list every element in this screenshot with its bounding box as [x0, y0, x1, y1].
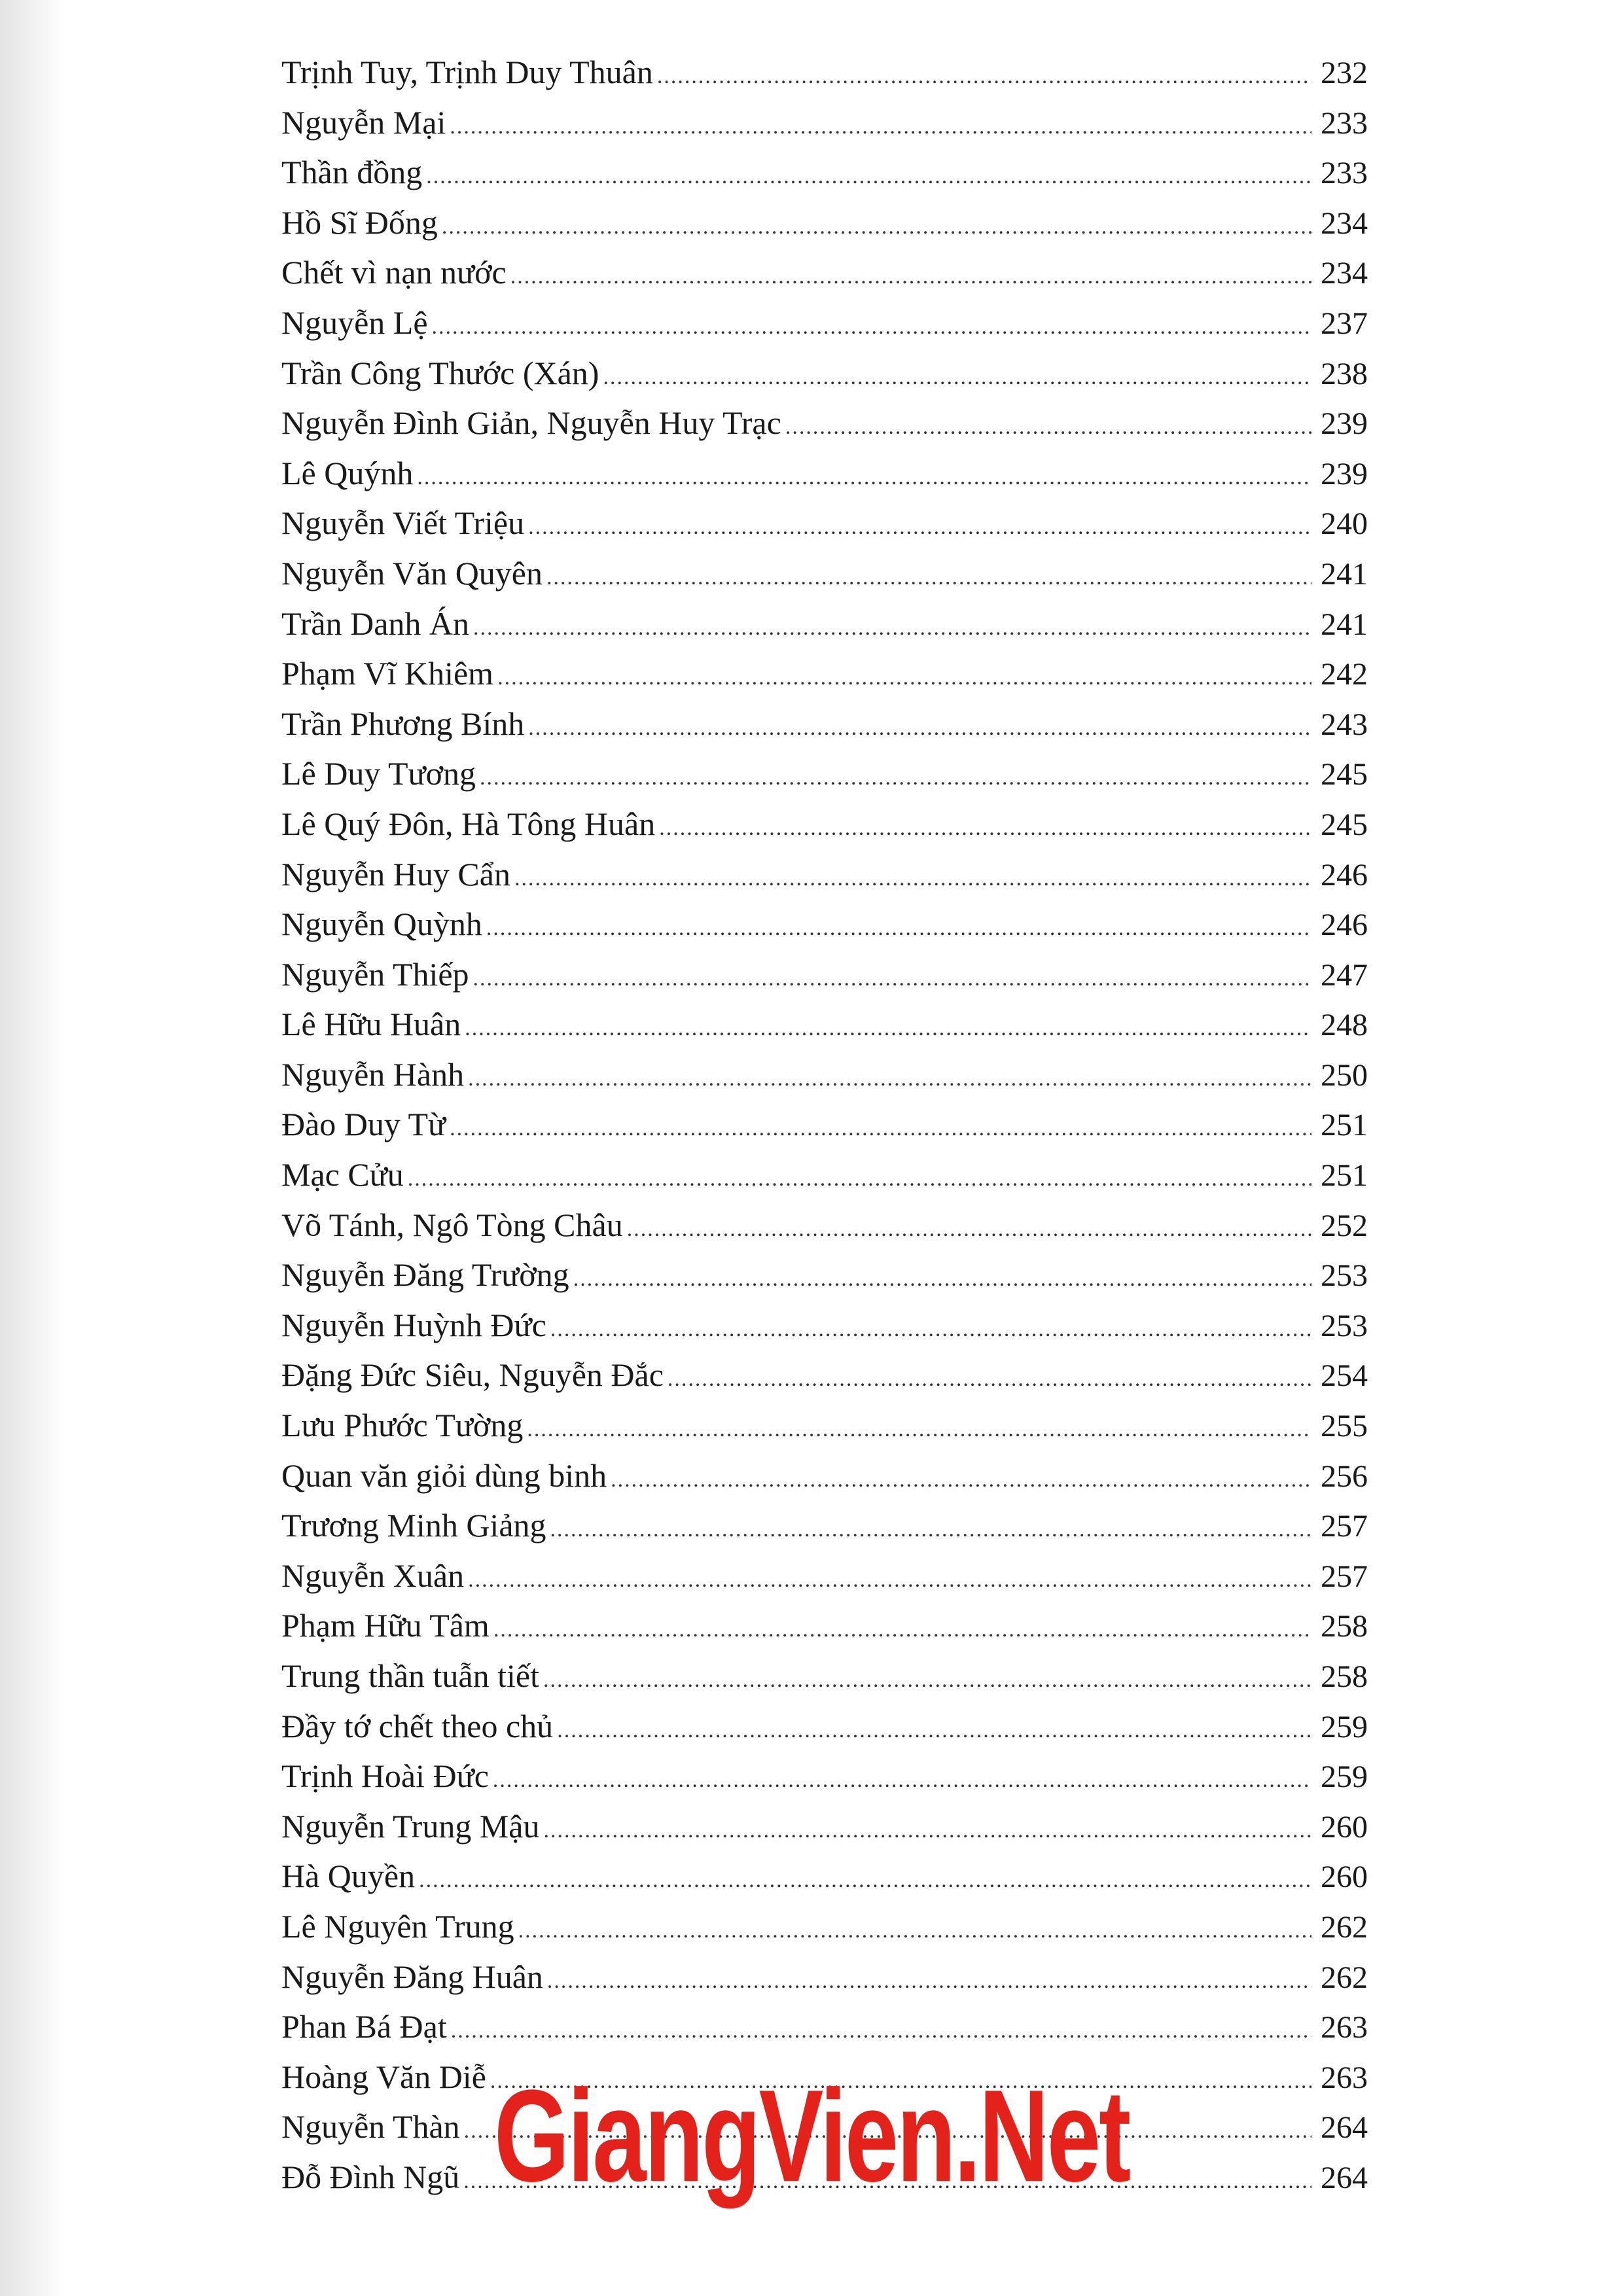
toc-entry-title: Nguyễn Quỳnh	[281, 906, 482, 943]
toc-entry	[281, 348, 1368, 398]
dot-leader	[550, 1305, 1311, 1355]
toc-entry-page-number: 262	[1321, 1909, 1368, 1945]
toc-entry	[281, 1451, 1368, 1501]
toc-entry-title: Lưu Phước Tường	[281, 1407, 524, 1444]
dot-leader	[611, 1455, 1311, 1506]
toc-entry-title: Trần Phương Bính	[281, 705, 525, 742]
dot-leader	[473, 954, 1311, 1004]
dot-leader	[419, 1856, 1311, 1906]
toc-entry-page-number: 253	[1321, 1308, 1368, 1343]
dot-leader	[451, 2006, 1311, 2057]
dot-leader	[432, 302, 1311, 353]
toc-entry-title: Nguyễn Đăng Trường	[281, 1256, 569, 1294]
dot-leader	[785, 402, 1311, 453]
toc-entry	[281, 1751, 1368, 1801]
dot-leader	[417, 453, 1311, 503]
toc-entry-title: Đặng Đức Siêu, Nguyễn Đắc	[281, 1356, 664, 1394]
toc-entry-title: Thần đồng	[281, 154, 423, 191]
toc-entry-title: Lê Quý Đôn, Hà Tông Huân	[281, 805, 656, 842]
dot-leader	[547, 1956, 1311, 2007]
toc-entry-page-number: 259	[1321, 1709, 1368, 1744]
toc-entry-page-number: 234	[1321, 205, 1368, 241]
dot-leader	[468, 1054, 1311, 1104]
toc-entry-title: Trần Danh Án	[281, 605, 470, 642]
toc-entry-page-number: 247	[1321, 957, 1368, 993]
toc-entry-page-number: 233	[1321, 105, 1368, 141]
toc-entry	[281, 1500, 1368, 1551]
toc-entry-title: Phạm Vĩ Khiêm	[281, 655, 494, 692]
toc-entry-title: Nguyễn Thàn	[281, 2108, 460, 2146]
dot-leader	[668, 1354, 1311, 1405]
toc-entry	[281, 1651, 1368, 1701]
page-edge-shadow	[0, 0, 67, 2296]
toc-entry	[281, 1851, 1368, 1901]
toc-entry-page-number: 264	[1321, 2160, 1368, 2195]
toc-entry-page-number: 234	[1321, 256, 1368, 291]
toc-entry	[281, 1701, 1368, 1752]
toc-entry	[281, 1250, 1368, 1300]
toc-entry	[281, 247, 1368, 298]
dot-leader	[497, 653, 1311, 703]
toc-entry-page-number: 251	[1321, 1108, 1368, 1143]
dot-leader	[408, 1154, 1311, 1205]
toc-entry	[281, 699, 1368, 749]
toc-entry	[281, 1350, 1368, 1400]
dot-leader	[546, 553, 1311, 603]
toc-entry-title: Phan Bá Đạt	[281, 2008, 447, 2045]
dot-leader	[514, 854, 1311, 904]
toc-entry	[281, 1600, 1368, 1651]
dot-leader	[657, 52, 1311, 102]
toc-entry	[281, 749, 1368, 799]
toc-entry-title: Nguyễn Đăng Huân	[281, 1958, 543, 1995]
toc-entry	[281, 999, 1368, 1050]
toc-entry-title: Nguyễn Đình Giản, Nguyễn Huy Trạc	[281, 404, 781, 442]
toc-entry-page-number: 253	[1321, 1258, 1368, 1294]
dot-leader	[573, 1254, 1311, 1305]
toc-entry-title: Hoàng Văn Diễ	[281, 2058, 486, 2095]
toc-entry-title: Nguyễn Mại	[281, 103, 446, 141]
toc-entry-title: Hồ Sĩ Đống	[281, 203, 438, 241]
dot-leader	[550, 1505, 1311, 1555]
toc-entry	[281, 198, 1368, 248]
dot-leader	[557, 1706, 1311, 1756]
toc-entry-page-number: 242	[1321, 657, 1368, 692]
toc-entry-title: Chết vì nạn nước	[281, 254, 507, 291]
toc-entry	[281, 1901, 1368, 1952]
toc-entry-title: Nguyễn Lệ	[281, 304, 428, 341]
toc-entry	[281, 1400, 1368, 1451]
toc-entry-title: Lê Hữu Huân	[281, 1006, 461, 1043]
toc-entry-title: Trần Công Thước (Xán)	[281, 354, 599, 391]
dot-leader	[543, 1806, 1311, 1856]
toc-entry-title: Phạm Hữu Tâm	[281, 1607, 490, 1644]
toc-entry-page-number: 241	[1321, 556, 1368, 592]
toc-entry-title: Lê Duy Tương	[281, 755, 476, 792]
toc-entry-page-number: 257	[1321, 1509, 1368, 1544]
toc-entry-page-number: 243	[1321, 707, 1368, 742]
toc-entry	[281, 47, 1368, 97]
toc-entry-title: Đầy tớ chết theo chủ	[281, 1707, 554, 1744]
toc-entry-page-number: 255	[1321, 1409, 1368, 1444]
toc-entry-title: Mạc Cửu	[281, 1156, 404, 1193]
toc-entry-title: Nguyễn Trung Mậu	[281, 1807, 540, 1845]
toc-entry	[281, 1099, 1368, 1150]
toc-entry-title: Lê Quýnh	[281, 454, 414, 491]
toc-entry	[281, 97, 1368, 148]
dot-leader	[486, 904, 1311, 954]
toc-entry	[281, 1200, 1368, 1250]
toc-entry-title: Trung thần tuẫn tiết	[281, 1657, 539, 1694]
toc-entry-page-number: 241	[1321, 607, 1368, 642]
toc-entry-title: Quan văn giỏi dùng binh	[281, 1457, 607, 1494]
toc-entry	[281, 1300, 1368, 1351]
toc-entry-page-number: 257	[1321, 1559, 1368, 1594]
toc-entry	[281, 1150, 1368, 1200]
dot-leader	[480, 753, 1311, 804]
toc-entry-title: Nguyễn Xuân	[281, 1557, 465, 1594]
toc-entry-title: Nguyễn Hành	[281, 1055, 465, 1093]
toc-entry-title: Võ Tánh, Ngô Tòng Châu	[281, 1206, 623, 1243]
toc-entry-page-number: 264	[1321, 2110, 1368, 2146]
toc-entry-title: Đỗ Đình Ngũ	[281, 2158, 460, 2195]
toc-entry	[281, 1551, 1368, 1601]
toc-entry-page-number: 259	[1321, 1759, 1368, 1795]
toc-entry	[281, 448, 1368, 499]
toc-entry	[281, 849, 1368, 900]
toc-entry-title: Trịnh Hoài Đức	[281, 1757, 489, 1795]
toc-entry	[281, 398, 1368, 448]
toc-entry-page-number: 240	[1321, 506, 1368, 542]
toc-entry	[281, 147, 1368, 198]
dot-leader	[510, 252, 1311, 302]
toc-entry-page-number: 252	[1321, 1208, 1368, 1243]
toc-entry	[281, 298, 1368, 348]
toc-entry-title: Lê Nguyên Trung	[281, 1907, 514, 1945]
toc-entry-page-number: 238	[1321, 356, 1368, 391]
dot-leader	[518, 1906, 1311, 1956]
toc-entry	[281, 498, 1368, 548]
dot-leader	[528, 503, 1311, 553]
dot-leader	[603, 353, 1311, 403]
toc-entry	[281, 599, 1368, 649]
toc-entry	[281, 1050, 1368, 1100]
toc-entry-page-number: 239	[1321, 456, 1368, 491]
dot-leader	[450, 102, 1311, 152]
toc-entry-title: Nguyễn Văn Quyên	[281, 554, 543, 592]
dot-leader	[493, 1756, 1311, 1806]
toc-entry-page-number: 233	[1321, 156, 1368, 191]
dot-leader	[627, 1205, 1311, 1255]
toc-entry	[281, 548, 1368, 599]
toc-entry-page-number: 251	[1321, 1158, 1368, 1193]
dot-leader	[493, 1605, 1311, 1655]
toc-entry	[281, 1952, 1368, 2002]
toc-entry	[281, 949, 1368, 1000]
toc-entry-title: Nguyễn Huy Cẩn	[281, 855, 510, 892]
toc-entry-page-number: 258	[1321, 1659, 1368, 1694]
toc-entry-page-number: 263	[1321, 2060, 1368, 2095]
toc-entry-page-number: 250	[1321, 1057, 1368, 1093]
toc-entry-title: Nguyễn Thiếp	[281, 955, 469, 993]
toc-entry-title: Hà Quyền	[281, 1858, 416, 1895]
toc-entry-title: Nguyễn Viết Triệu	[281, 504, 525, 542]
toc-entry-page-number: 237	[1321, 306, 1368, 341]
dot-leader	[442, 202, 1311, 253]
toc-entry	[281, 648, 1368, 699]
dot-leader	[450, 1104, 1311, 1154]
toc-entry-title: Nguyễn Huỳnh Đức	[281, 1306, 546, 1343]
toc-entry-page-number: 245	[1321, 807, 1368, 842]
toc-entry-page-number: 260	[1321, 1809, 1368, 1845]
dot-leader	[659, 804, 1311, 854]
toc-entry-page-number: 262	[1321, 1960, 1368, 1995]
dot-leader	[468, 1555, 1311, 1606]
dot-leader	[426, 152, 1311, 202]
toc-entry-page-number: 263	[1321, 2010, 1368, 2045]
toc-entry-page-number: 232	[1321, 56, 1368, 90]
dot-leader	[473, 603, 1311, 654]
dot-leader	[543, 1655, 1311, 1706]
toc-entry	[281, 1801, 1368, 1852]
toc-entry-title: Đào Duy Từ	[281, 1106, 446, 1143]
toc-entry-page-number: 239	[1321, 406, 1368, 442]
toc-entry-page-number: 260	[1321, 1860, 1368, 1895]
toc-entry-page-number: 246	[1321, 908, 1368, 943]
dot-leader	[528, 703, 1311, 754]
table-of-contents	[281, 47, 1368, 2202]
toc-entry-title: Trịnh Tuy, Trịnh Duy Thuân	[281, 54, 653, 90]
toc-entry-page-number: 246	[1321, 857, 1368, 892]
toc-entry-page-number: 248	[1321, 1008, 1368, 1043]
dot-leader	[527, 1405, 1311, 1455]
toc-entry	[281, 799, 1368, 849]
watermark-logo: GiangVien.Net	[494, 2063, 1130, 2209]
toc-entry	[281, 899, 1368, 949]
toc-entry	[281, 2002, 1368, 2052]
toc-entry-page-number: 256	[1321, 1458, 1368, 1494]
toc-entry-page-number: 258	[1321, 1609, 1368, 1644]
dot-leader	[465, 1004, 1311, 1054]
toc-entry-page-number: 245	[1321, 757, 1368, 792]
toc-entry-page-number: 254	[1321, 1358, 1368, 1394]
toc-entry-title: Trương Minh Giảng	[281, 1507, 546, 1544]
